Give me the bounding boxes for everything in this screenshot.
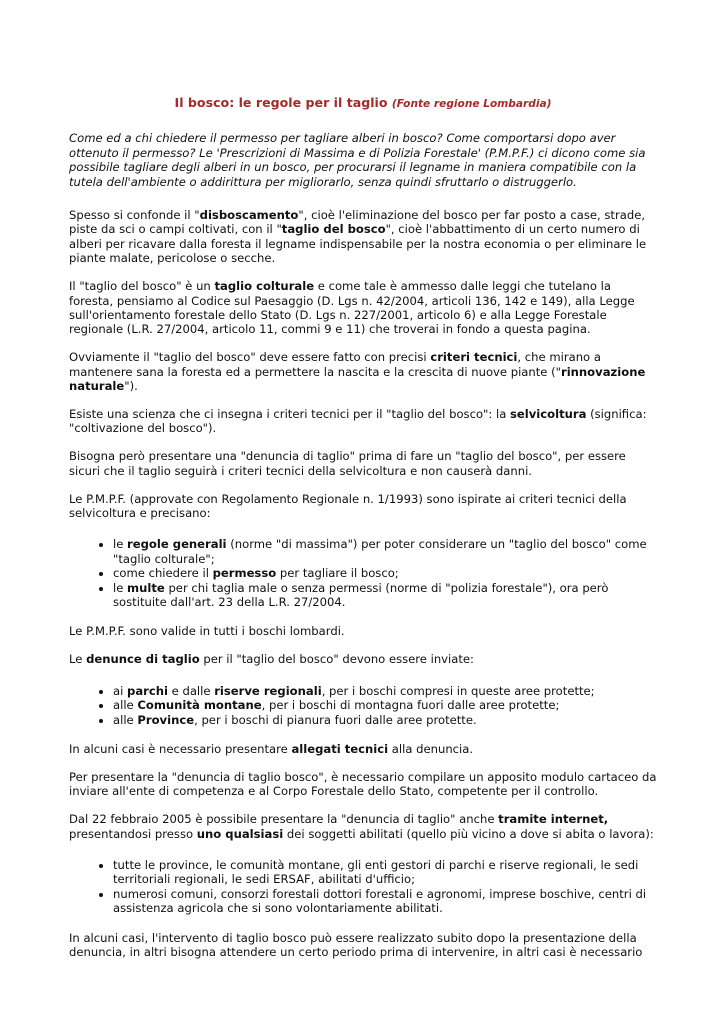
paragraph-allegati: In alcuni casi è necessario presentare allegati tecnici alla denuncia. [69, 742, 474, 756]
paragraph-intervento: In alcuni casi, l'intervento di taglio bosco può essere realizzato subito dopo la presentazione della denuncia, in altri bisogna attendere un certo periodo prima di intervenire, in altri casi è necessario [69, 930, 643, 960]
paragraph-denunce: Le denunce di taglio per il "taglio del bosco" devono essere inviate: [69, 652, 474, 667]
page-title [69, 96, 657, 111]
paragraph-internet: Dal 22 febbraio 2005 è possibile presentare la "denuncia di taglio" anche tramite internet, presentandosi presso uno qualsiasi dei soggetti abilitati (quello più vicino a dove si abita o lavora): [69, 812, 654, 841]
paragraph-modulo: Per presentare la "denuncia di taglio bosco", è necessario compilare un apposito modulo cartaceo da inviare all'ente di competenza e al Corpo Forestale dello Stato, competente per il controllo. [69, 769, 657, 799]
list-item: • ai parchi e dalle riserve regionali, per i boschi compresi in queste aree protette; [113, 684, 657, 698]
paragraph-pmpf-valide: Le P.M.P.F. sono valide in tutti i boschi lombardi. [69, 624, 345, 639]
list-item: • alle Comunità montane, per i boschi di montagna fuori dalle aree protette; [113, 698, 657, 712]
list-item: • le regole generali (norme "di massima") per poter considerare un "taglio del bosco" come "taglio colturale"; [113, 537, 657, 566]
paragraph-pmpf: Le P.M.P.F. (approvate con Regolamento Regionale n. 1/1993) sono ispirate ai criteri tecnici della selvicoltura e precisano: [69, 491, 627, 521]
list-item: • tutte le province, le comunità montane, gli enti gestori di parchi e riserve regionali, le sedi territoriali regionali, le sedi ERSAF, abilitati d'ufficio; [113, 858, 657, 887]
title-source: (Fonte regione Lombardia) [391, 98, 552, 110]
intro-paragraph: Come ed a chi chiedere il permesso per tagliare alberi in bosco? Come comportarsi dopo aver ottenuto il permesso? Le 'Prescrizioni di Massima e di Polizia Forestale' (P.M.P.F.) ci dicono come sia possibile tagliare degli alberi in un bosco, per procurarsi il legname in maniera compatibile con la tutela dell'ambiente o addirittura per migliorarlo, senza quindi sfruttarlo o distruggerlo. [69, 131, 646, 189]
list-item: • come chiedere il permesso per tagliare il bosco; [113, 566, 657, 580]
paragraph-disboscamento: Spesso si confonde il "disboscamento", cioè l'eliminazione del bosco per far posto a case, strade, piste da sci o campi coltivati, con il "taglio del bosco", cioè l'abbattimento di un certo numero di alberi per ricavare dalla foresta il legname indispensabile per la nostra economia o per eliminare le piante malate, pericolose o secche. [69, 208, 647, 266]
list-item: • numerosi comuni, consorzi forestali dottori forestali e agronomi, imprese boschive, centri di assistenza agricola che si sono volontariamente abilitati. [113, 887, 657, 916]
paragraph-taglio-colturale: Il "taglio del bosco" è un taglio colturale e come tale è ammesso dalle leggi che tutelano la foresta, pensiamo al Codice sul Paesaggio (D. Lgs n. 42/2004, articoli 136, 142 e 149), alla Legge sull'orientamento forestale dello Stato (D. Lgs n. 227/2001, articolo 6) e alla Legge Forestale regionale (L.R. 27/2004, articolo 11, commi 9 e 11) che troverai in fondo a questa pagina. [69, 279, 635, 337]
paragraph-selvicoltura: Esiste una scienza che ci insegna i criteri tecnici per il "taglio del bosco": la selvicoltura (significa: "coltivazione del bosco"). [69, 407, 647, 436]
soggetti-list [69, 858, 657, 916]
document-body [69, 96, 657, 973]
paragraph-denuncia: Bisogna però presentare una "denuncia di taglio" prima di fare un "taglio del bosco", per essere sicuri che il taglio seguirà i criteri tecnici della selvicoltura e non causerà danni. [69, 449, 626, 478]
pmpf-list [69, 537, 657, 609]
paragraph-criteri-tecnici: Ovviamente il "taglio del bosco" deve essere fatto con precisi criteri tecnici, che mirano a mantenere sana la foresta ed a permettere la nascita e la crescita di nuove piante ("rinnovazione naturale"). [69, 350, 646, 394]
list-item: • le multe per chi taglia male o senza permessi (norme di "polizia forestale"), ora però sostituite dall'art. 23 della L.R. 27/2004. [113, 581, 657, 610]
list-item: • alle Province, per i boschi di pianura fuori dalle aree protette. [113, 713, 657, 727]
title-main: Il bosco: le regole per il taglio [174, 95, 388, 110]
enti-list [69, 684, 657, 727]
